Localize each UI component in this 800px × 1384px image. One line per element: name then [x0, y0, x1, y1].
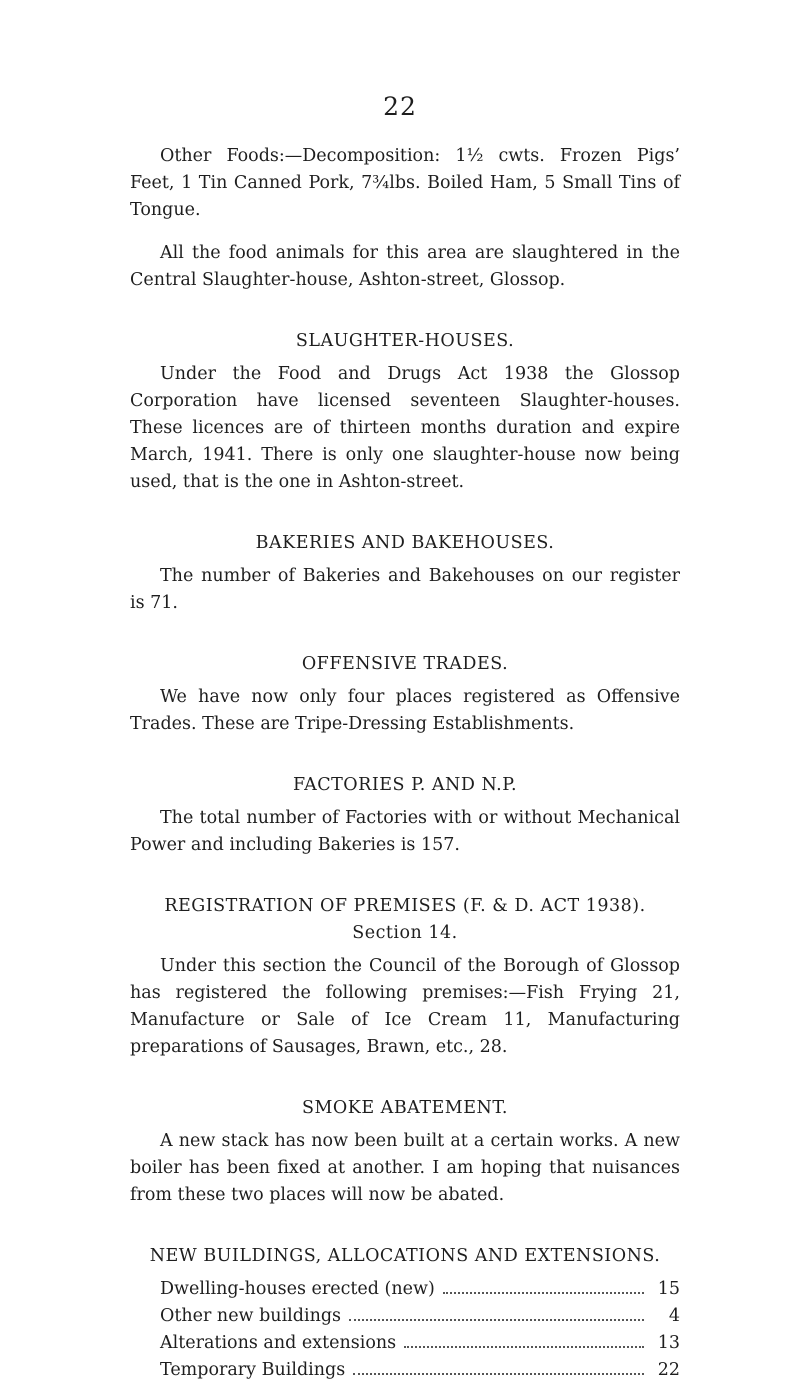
smoke-abatement-heading: SMOKE ABATEMENT. [302, 1098, 508, 1118]
list-item [160, 1330, 680, 1357]
stat-value: 22 [657, 1360, 680, 1380]
registration-paragraph: Under this section the Council of the Borough of Glossop has registered the following premises:—Fish Frying 21, Manufacture or Sale of Ice Cream 11, Manufacturing preparations of Sausages, Brawn, etc., 28. [130, 956, 680, 1057]
dot-leader [353, 1373, 644, 1375]
slaughter-houses-paragraph: Under the Food and Drugs Act 1938 the Glossop Corporation have licensed seventeen Slaughter-houses. These licences are of thirteen months duration and expire March, 1941. There is only one slaughter-house now being used, that is the one in Ashton-street. [130, 364, 680, 492]
stat-label: Temporary Buildings [160, 1360, 346, 1380]
factories-paragraph: The total number of Factories with or without Mechanical Power and including Bakeries is 157. [130, 808, 680, 855]
bakeries-heading: BAKERIES AND BAKEHOUSES. [255, 533, 555, 553]
other-foods-paragraph: Other Foods:—Decomposition: 1½ cwts. Frozen Pigs’ Feet, 1 Tin Canned Pork, 7¾lbs. Boiled Ham, 5 Small Tins of Tongue. [130, 146, 680, 220]
page-number: 22 [383, 92, 417, 121]
list-item [160, 1276, 680, 1303]
dot-leader [443, 1292, 644, 1294]
slaughter-houses-heading: SLAUGHTER-HOUSES. [295, 331, 515, 351]
stat-value: 15 [657, 1279, 680, 1299]
dot-leader [349, 1319, 644, 1321]
smoke-abatement-paragraph: A new stack has now been built at a certain works. A new boiler has been fixed at another. I am hoping that nuisances from these two places will now be abated. [130, 1131, 680, 1205]
stat-label: Alterations and extensions [160, 1333, 397, 1353]
offensive-trades-heading: OFFENSIVE TRADES. [301, 654, 509, 674]
registration-heading: REGISTRATION OF PREMISES (F. & D. ACT 1938). [164, 896, 646, 916]
factories-heading: FACTORIES P. AND N.P. [292, 775, 518, 795]
stat-value: 4 [668, 1306, 680, 1326]
buildings-list [160, 1276, 680, 1384]
registration-subheading: Section 14. [352, 923, 458, 943]
food-animals-paragraph: All the food animals for this area are slaughtered in the Central Slaughter-house, Ashton-street, Glossop. [130, 243, 680, 290]
new-buildings-heading: NEW BUILDINGS, ALLOCATIONS AND EXTENSIONS. [149, 1246, 661, 1266]
stat-label: Other new buildings [160, 1306, 342, 1326]
stat-label: Dwelling-houses erected (new) [160, 1279, 435, 1299]
offensive-trades-paragraph: We have now only four places registered as Offensive Trades. These are Tripe-Dressing Establishments. [130, 687, 680, 734]
list-item [160, 1357, 680, 1384]
page-content [130, 143, 680, 1384]
list-item [160, 1303, 680, 1330]
stat-value: 13 [657, 1333, 680, 1353]
bakeries-paragraph: The number of Bakeries and Bakehouses on our register is 71. [130, 566, 680, 613]
